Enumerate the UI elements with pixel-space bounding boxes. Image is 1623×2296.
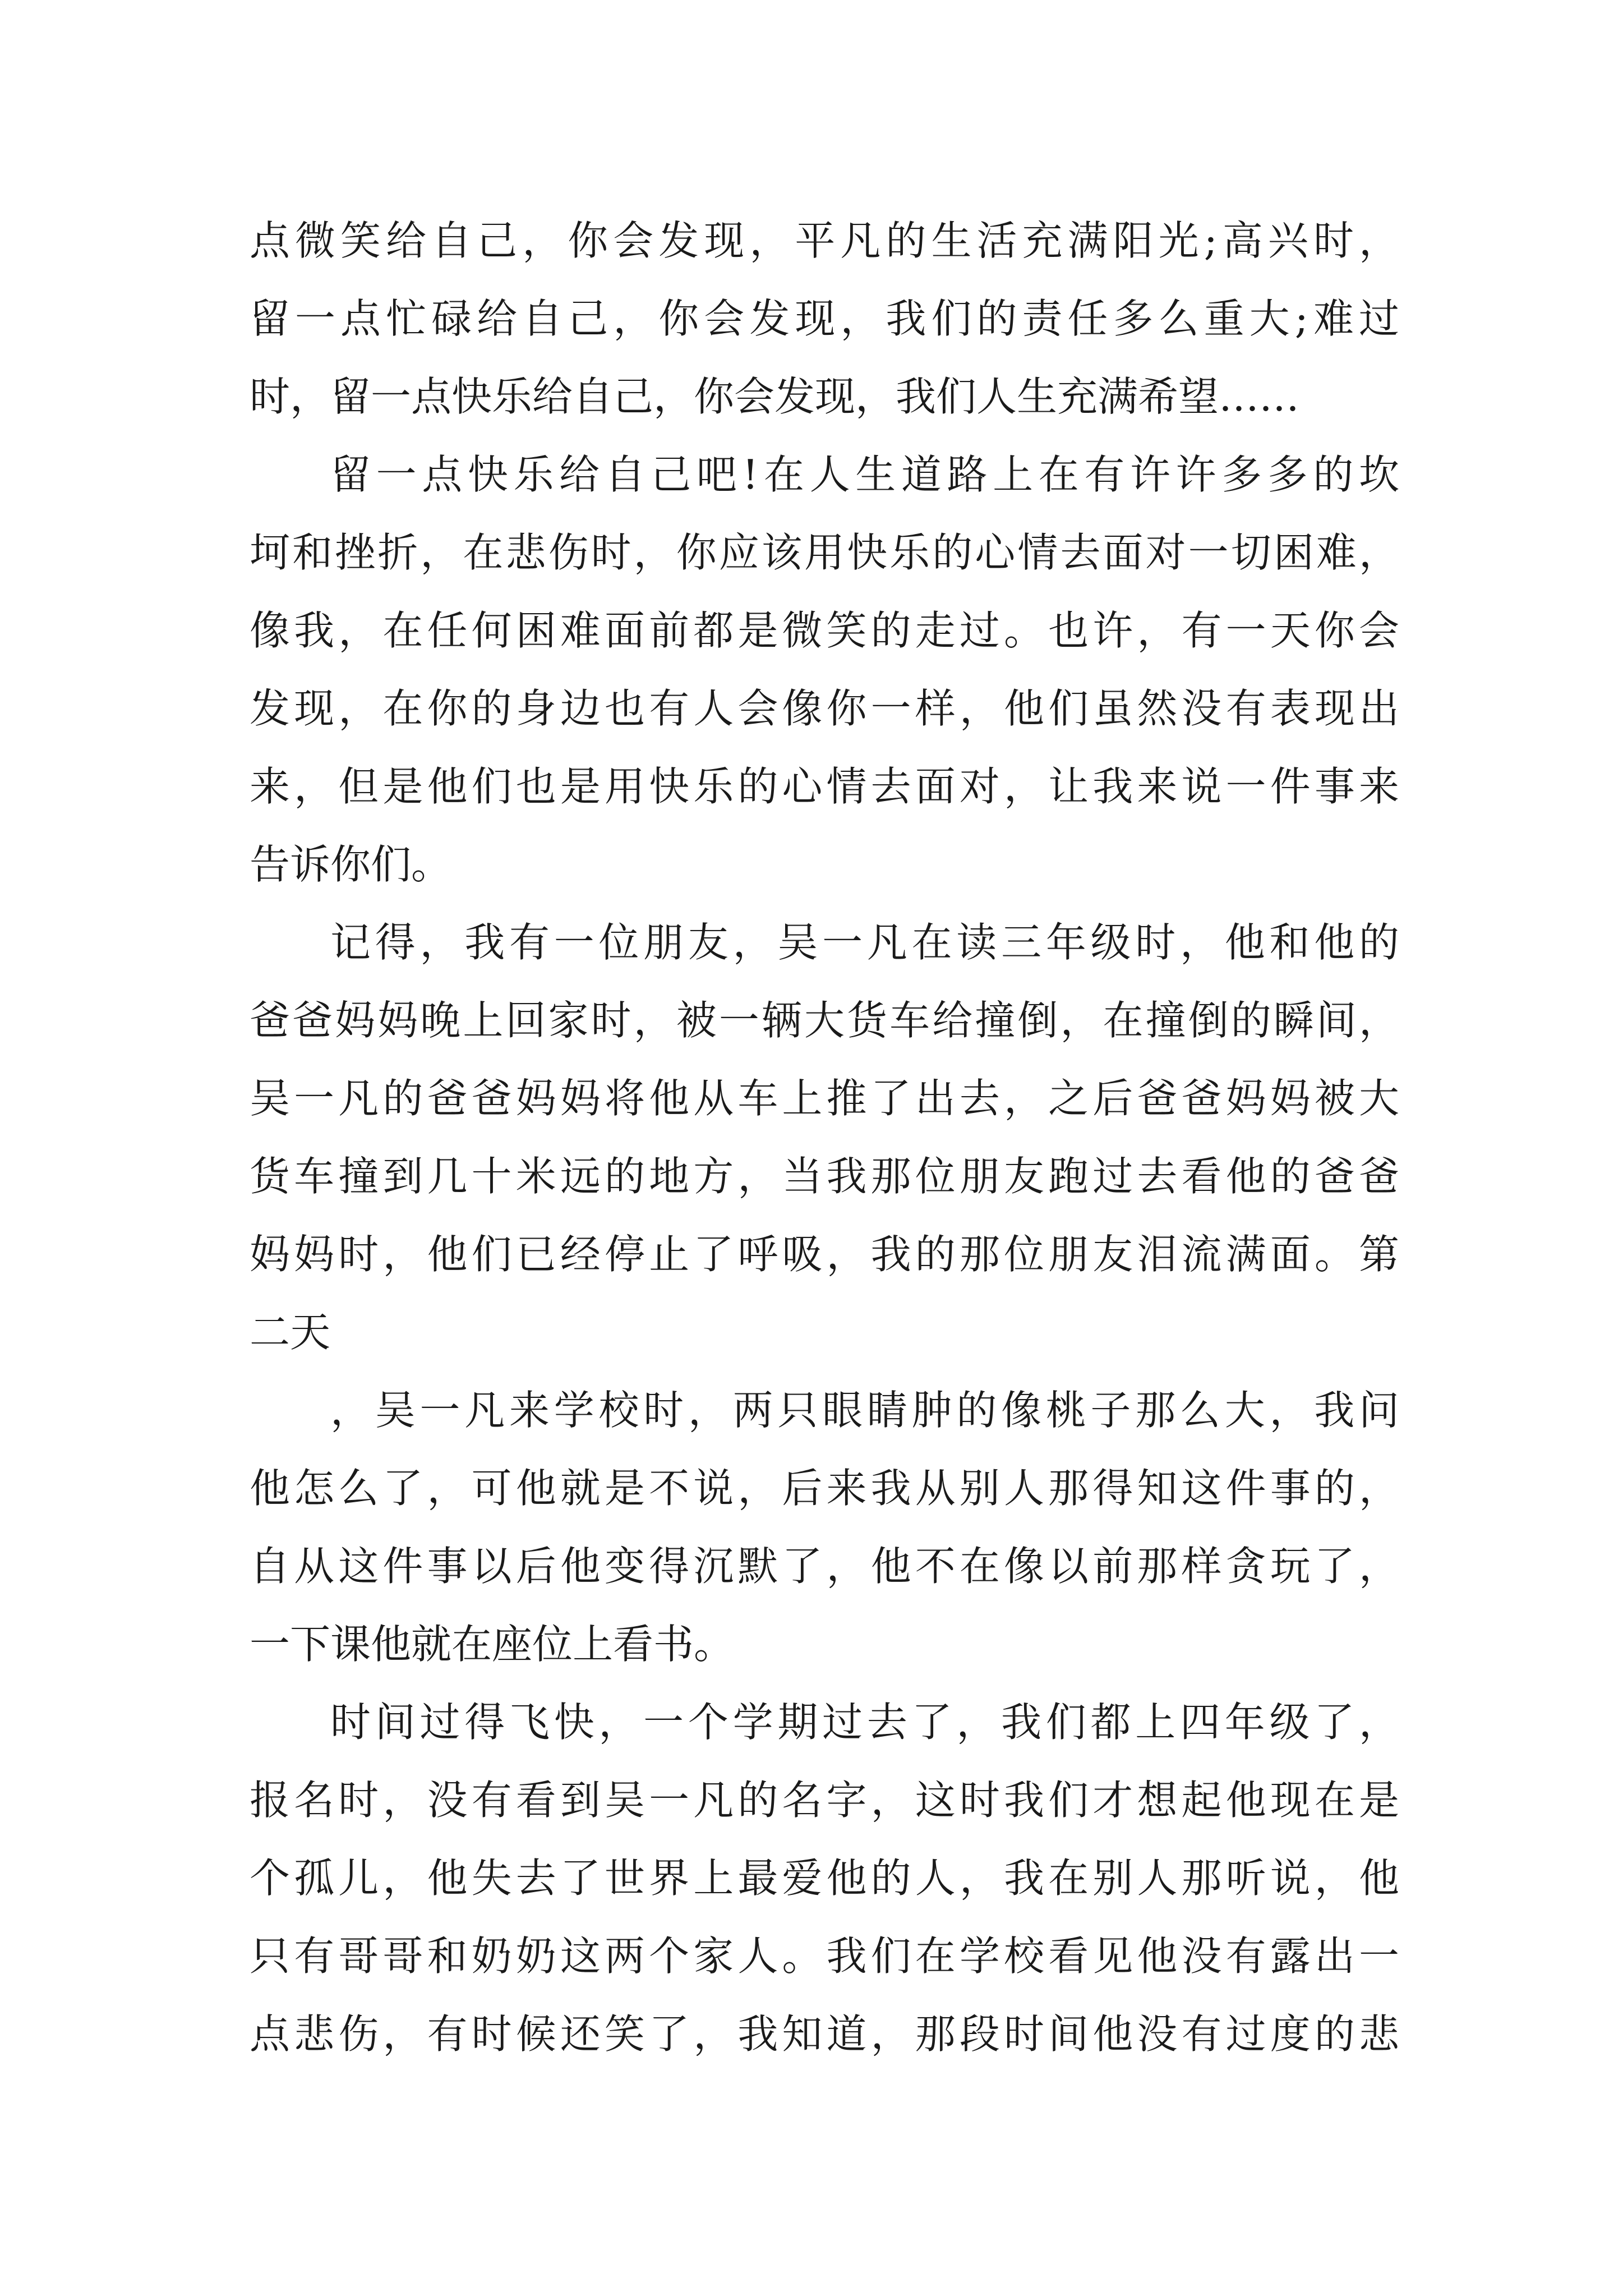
text-line: 留一点忙碌给自己，你会发现，我们的责任多么重大;难过 [250, 295, 1399, 342]
text-line: 点微笑给自己，你会发现，平凡的生活充满阳光;高兴时， [250, 217, 1399, 264]
text-line: 只有哥哥和奶奶这两个家人。我们在学校看见他没有露出一 [250, 1932, 1399, 1980]
text-line: 报名时，没有看到吴一凡的名字，这时我们才想起他现在是 [250, 1777, 1399, 1824]
text-line: 像我，在任何困难面前都是微笑的走过。也许，有一天你会 [250, 607, 1399, 654]
text-line: 他怎么了，可他就是不说，后来我从别人那得知这件事的， [250, 1465, 1399, 1512]
body-text [250, 202, 1399, 2073]
text-line: 坷和挫折，在悲伤时，你应该用快乐的心情去面对一切困难， [250, 529, 1399, 576]
text-line: 个孤儿，他失去了世界上最爱他的人，我在别人那听说，他 [250, 1855, 1399, 1902]
text-line: 来，但是他们也是用快乐的心情去面对，让我来说一件事来 [250, 763, 1399, 810]
text-line: 爸爸妈妈晚上回家时，被一辆大货车给撞倒，在撞倒的瞬间， [250, 997, 1399, 1044]
text-line: 时间过得飞快，一个学期过去了，我们都上四年级了， [330, 1699, 1399, 1746]
text-line: 货车撞到几十米远的地方，当我那位朋友跑过去看他的爸爸 [250, 1153, 1399, 1200]
text-line: 告诉你们。 [250, 841, 452, 888]
text-line: 吴一凡的爸爸妈妈将他从车上推了出去，之后爸爸妈妈被大 [250, 1075, 1399, 1122]
text-line: 妈妈时，他们已经停止了呼吸，我的那位朋友泪流满面。第 [250, 1231, 1399, 1278]
text-line: 留一点快乐给自己吧!在人生道路上在有许许多多的坎 [330, 451, 1399, 498]
text-line: 发现，在你的身边也有人会像你一样，他们虽然没有表现出 [250, 685, 1399, 732]
text-line: 时，留一点快乐给自己，你会发现，我们人生充满希望…… [250, 373, 1300, 420]
text-line: 一下课他就在座位上看书。 [250, 1621, 735, 1668]
text-line: 二天 [250, 1309, 331, 1356]
text-line: 记得，我有一位朋友，吴一凡在读三年级时，他和他的 [330, 919, 1399, 966]
text-line: ，吴一凡来学校时，两只眼睛肿的像桃子那么大，我问 [330, 1387, 1399, 1434]
text-line: 自从这件事以后他变得沉默了，他不在像以前那样贪玩了， [250, 1543, 1399, 1590]
text-line: 点悲伤，有时候还笑了，我知道，那段时间他没有过度的悲 [250, 2010, 1399, 2058]
